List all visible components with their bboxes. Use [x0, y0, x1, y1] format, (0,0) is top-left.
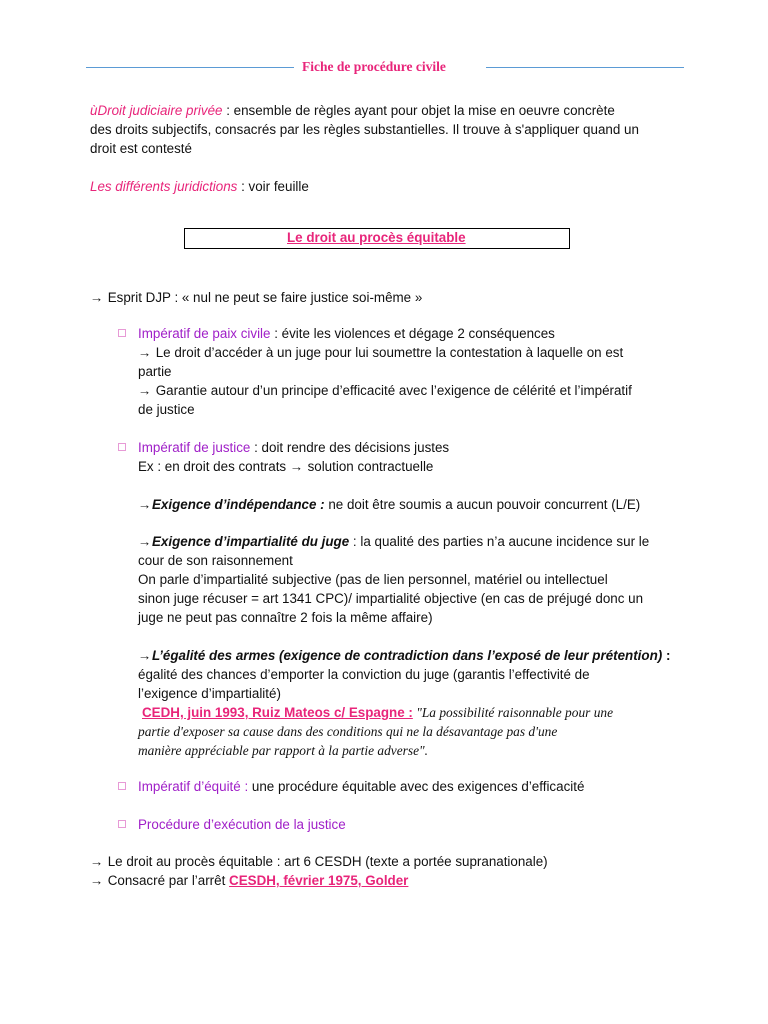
b2-impartialite-5: juge ne peut pas connaître 2 fois la même affaire) — [138, 610, 433, 625]
b2-cedh-1 — [142, 703, 613, 722]
b2-egalite-3: l’exigence d’impartialité) — [138, 686, 281, 701]
b3-line — [138, 777, 584, 796]
b2-quote-3: manière appréciable par rapport à la partie adverse". — [138, 743, 429, 758]
arrow-icon: → — [138, 345, 152, 360]
juridictions-definition: : voir feuille — [237, 179, 309, 194]
b1-label: Impératif de paix civile — [138, 326, 271, 341]
b2-egalite-2: égalité des chances d’emporter la conviction du juge (garantis l’effectivité de — [138, 667, 590, 682]
checkbox-bullet-icon — [118, 782, 126, 790]
b2-line-1 — [138, 438, 449, 457]
arrow-icon: → — [138, 497, 152, 512]
b1-l2: Le droit d’accéder à un juge pour lui soumettre la contestation à laquelle on est — [152, 345, 624, 360]
golder-ref-link[interactable]: CESDH, février 1975, Golder — [229, 873, 409, 888]
b3-rest: une procédure équitable avec des exigences d’efficacité — [248, 779, 585, 794]
b1-rest: : évite les violences et dégage 2 conséquences — [270, 326, 555, 341]
arrow-icon: → — [138, 648, 152, 663]
b1-line-1 — [138, 324, 555, 343]
quote-l1: "La possibilité raisonnable pour une — [412, 705, 614, 720]
b1-line-2 — [138, 343, 623, 362]
b2-egalite-1 — [138, 646, 670, 665]
arrow-icon: → — [138, 534, 152, 549]
arrow-icon: → — [90, 854, 104, 869]
intro-line-1 — [90, 101, 615, 120]
b1-l4: Garantie autour d’un principe d’efficacité avec l’exigence de célérité et l’impératif — [152, 383, 632, 398]
b2-impartialite-1 — [138, 532, 649, 551]
impart-rest: : la qualité des parties n’a aucune incidence sur le — [349, 534, 650, 549]
checkbox-bullet-icon — [118, 820, 126, 828]
footer-line-2 — [90, 871, 408, 890]
b2-independance — [138, 495, 640, 514]
term-droit-judiciaire: Droit judiciaire privée — [97, 103, 223, 118]
b2-rest: : doit rendre des décisions justes — [250, 440, 450, 455]
term-prefix: ù — [90, 103, 98, 118]
indep-rest: ne doit être soumis a aucun pouvoir concurrent (L/E) — [324, 497, 641, 512]
term-juridictions: Les différents juridictions — [90, 179, 238, 194]
b2-impartialite-4: sinon juge récuser = art 1341 CPC)/ impartialité objective (en cas de préjugé donc un — [138, 591, 644, 606]
header-rule-left — [86, 67, 294, 68]
b2-impartialite-2: cour de son raisonnement — [138, 553, 293, 568]
b2-label: Impératif de justice — [138, 440, 251, 455]
checkbox-bullet-icon — [118, 329, 126, 337]
page-title: Fiche de procédure civile — [302, 59, 446, 74]
b2-quote-2: partie d'exposer sa cause dans des conditions qui ne la désavantage pas d'une — [138, 724, 558, 739]
checkbox-bullet-icon — [118, 443, 126, 451]
b3-label: Impératif d’équité : — [138, 779, 249, 794]
arrow-icon: → — [289, 459, 304, 474]
impart-label: Exigence d’impartialité du juge — [152, 534, 350, 549]
esprit-line — [90, 288, 422, 307]
b1-line-4 — [138, 381, 632, 400]
intro-line-2: des droits subjectifs, consacrés par les règles substantielles. Il trouve à s'appliquer quand un — [90, 122, 639, 137]
cedh-ref-link[interactable]: CEDH, juin 1993, Ruiz Mateos c/ Espagne : — [142, 705, 413, 720]
b4-label: Procédure d’exécution de la justice — [138, 817, 346, 832]
term-definition: : ensemble de règles ayant pour objet la mise en oeuvre concrète — [222, 103, 615, 118]
esprit-text: Esprit DJP : « nul ne peut se faire justice soi-même » — [104, 290, 423, 305]
footer-l2-prefix: Consacré par l’arrêt — [104, 873, 230, 888]
footer-line-1 — [90, 852, 548, 871]
section-title: Le droit au procès équitable — [287, 230, 466, 245]
intro-line-3: droit est contesté — [90, 141, 192, 156]
b2-ex-prefix: Ex : en droit des contrats — [138, 459, 290, 474]
arrow-icon: → — [90, 873, 104, 888]
egal-colon: : — [662, 648, 671, 663]
b2-ex-suffix: solution contractuelle — [303, 459, 434, 474]
b2-impartialite-3: On parle d’impartialité subjective (pas de lien personnel, matériel ou intellectuel — [138, 572, 608, 587]
header-rule-right — [486, 67, 684, 68]
intro-juridictions — [90, 177, 309, 196]
arrow-icon: → — [138, 383, 152, 398]
b1-line-5: de justice — [138, 402, 195, 417]
arrow-icon: → — [90, 290, 104, 305]
footer-l1: Le droit au procès équitable : art 6 CESDH (texte a portée supranationale) — [104, 854, 548, 869]
indep-label: Exigence d’indépendance : — [152, 497, 325, 512]
b2-example — [138, 457, 433, 476]
egal-label: L’égalité des armes (exigence de contradiction dans l’exposé de leur prétention) — [152, 648, 663, 663]
b1-line-3: partie — [138, 364, 172, 379]
